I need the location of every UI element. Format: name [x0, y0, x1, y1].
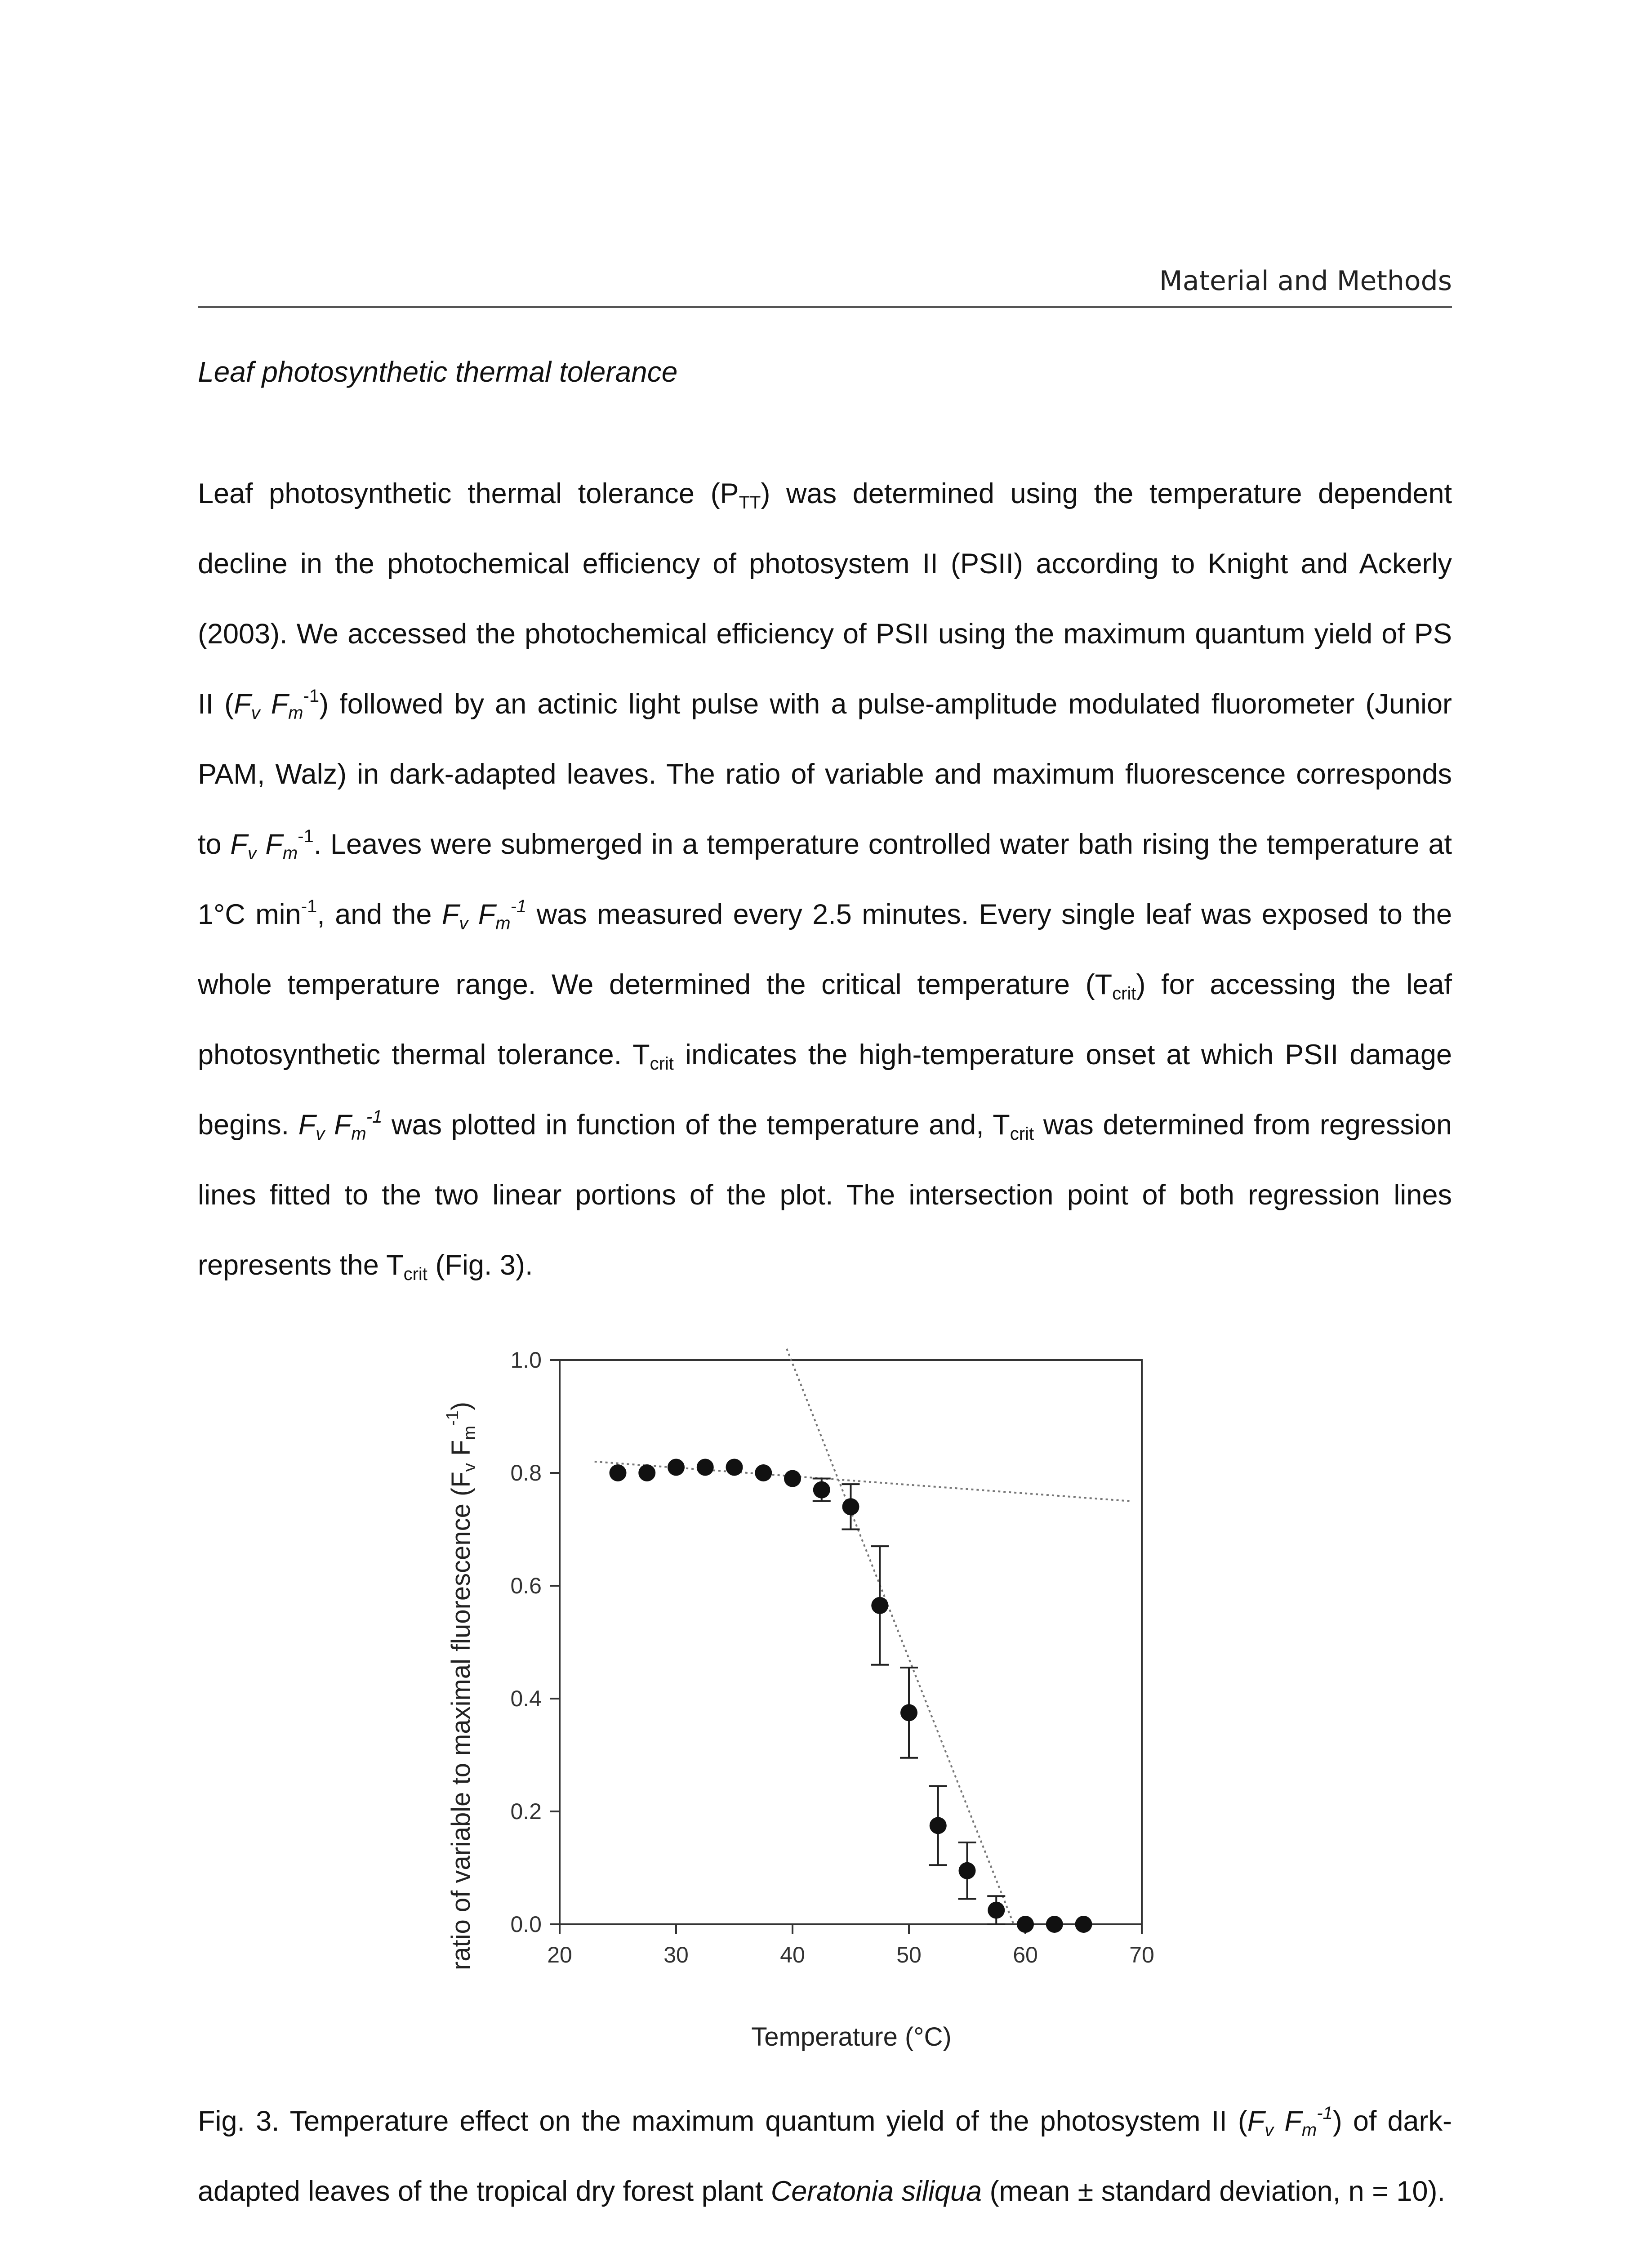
data-point — [784, 1470, 801, 1487]
x-tick-label: 40 — [780, 1942, 805, 1967]
data-point — [697, 1459, 714, 1476]
data-point — [988, 1902, 1005, 1919]
ticks — [510, 1347, 1154, 1967]
data-point — [959, 1862, 976, 1879]
temperature-fvfm-chart — [432, 1340, 1196, 2068]
y-tick-label: 1.0 — [510, 1347, 542, 1373]
data-point — [755, 1464, 772, 1481]
data-point — [813, 1481, 830, 1499]
data-point — [871, 1597, 888, 1614]
y-axis-label: ratio of variable to maximal fluorescence ($F_v$ $F_m^{-1}$) — [443, 1401, 479, 1971]
y-tick-label: 0.0 — [510, 1912, 542, 1937]
data-point — [668, 1459, 685, 1476]
x-tick-label: 50 — [896, 1942, 922, 1967]
y-tick-label: 0.4 — [510, 1686, 542, 1711]
x-tick-label: 20 — [547, 1942, 572, 1967]
data-point — [638, 1464, 655, 1481]
data-point — [610, 1464, 627, 1481]
section-title: Leaf photosynthetic thermal tolerance — [198, 356, 678, 388]
data-point — [1017, 1916, 1034, 1933]
running-title: Material and Methods — [1159, 265, 1452, 297]
data-point — [900, 1704, 917, 1721]
regression-lines — [595, 1349, 1130, 1924]
y-tick-label: 0.2 — [510, 1799, 542, 1824]
regression-line — [787, 1349, 1014, 1924]
data-point — [1075, 1916, 1092, 1933]
y-tick-label: 0.8 — [510, 1460, 542, 1485]
error-bars — [813, 1479, 1006, 1924]
x-tick-label: 60 — [1013, 1942, 1038, 1967]
x-axis-label: Temperature (°C) — [751, 2022, 952, 2052]
figure-caption: Fig. 3. Temperature effect on the maximum quantum yield of the photosystem II ($F_v$ $F_m^{-1}$) of dark-adapted leaves of the tropical dry forest plant Ceratonia siliqua (mean ± standard deviation, n = 10). — [198, 2103, 1452, 2207]
plot-frame — [560, 1360, 1142, 1924]
running-header — [198, 256, 1452, 308]
axes — [560, 1360, 1142, 1924]
data-point — [1046, 1916, 1063, 1933]
data-point — [930, 1817, 947, 1834]
data-point — [842, 1498, 859, 1515]
figure-3 — [432, 1340, 1196, 2068]
y-tick-label: 0.6 — [510, 1573, 542, 1598]
body-paragraph: Leaf photosynthetic thermal tolerance $(P_{TT})$ was determined using the temperature dependent decline in the photochemical efficiency of photosystem II (PSII) according to Knight and Ackerly (2003). We accessed the photochemical efficiency of PSII using the maximum quantum yield of PS II ($F_v$ $F_m^{-1}$) followed by an actinic light pulse with a pulse-amplitude modulated fluorometer (Junior PAM, Walz) in dark-adapted leaves. The ratio of variable and maximum fluorescence corresponds to $F_v$ $F_m^{-1}$. Leaves were submerged in a temperature controlled water bath rising the temperature at 1°C $\min^{-1}$, and the $F_v$ $F_m^{-1}$ was measured every 2.5 minutes. Every single leaf was exposed to the whole temperature range. We determined the critical temperature $(T_{crit})$ for accessing the leaf photosynthetic thermal tolerance. $T_{crit}$ indicates the high-temperature onset at which PSII damage begins. $F_v$ $F_m^{-1}$ was plotted in function of the temperature and, $T_{crit}$ was determined from regression lines fitted to the two linear portions of the plot. The intersection point of both regression lines represents the $T_{crit}$ (Fig. 3). — [198, 478, 1452, 1284]
data-point — [726, 1459, 743, 1476]
x-tick-label: 30 — [663, 1942, 689, 1967]
x-tick-label: 70 — [1129, 1942, 1154, 1967]
